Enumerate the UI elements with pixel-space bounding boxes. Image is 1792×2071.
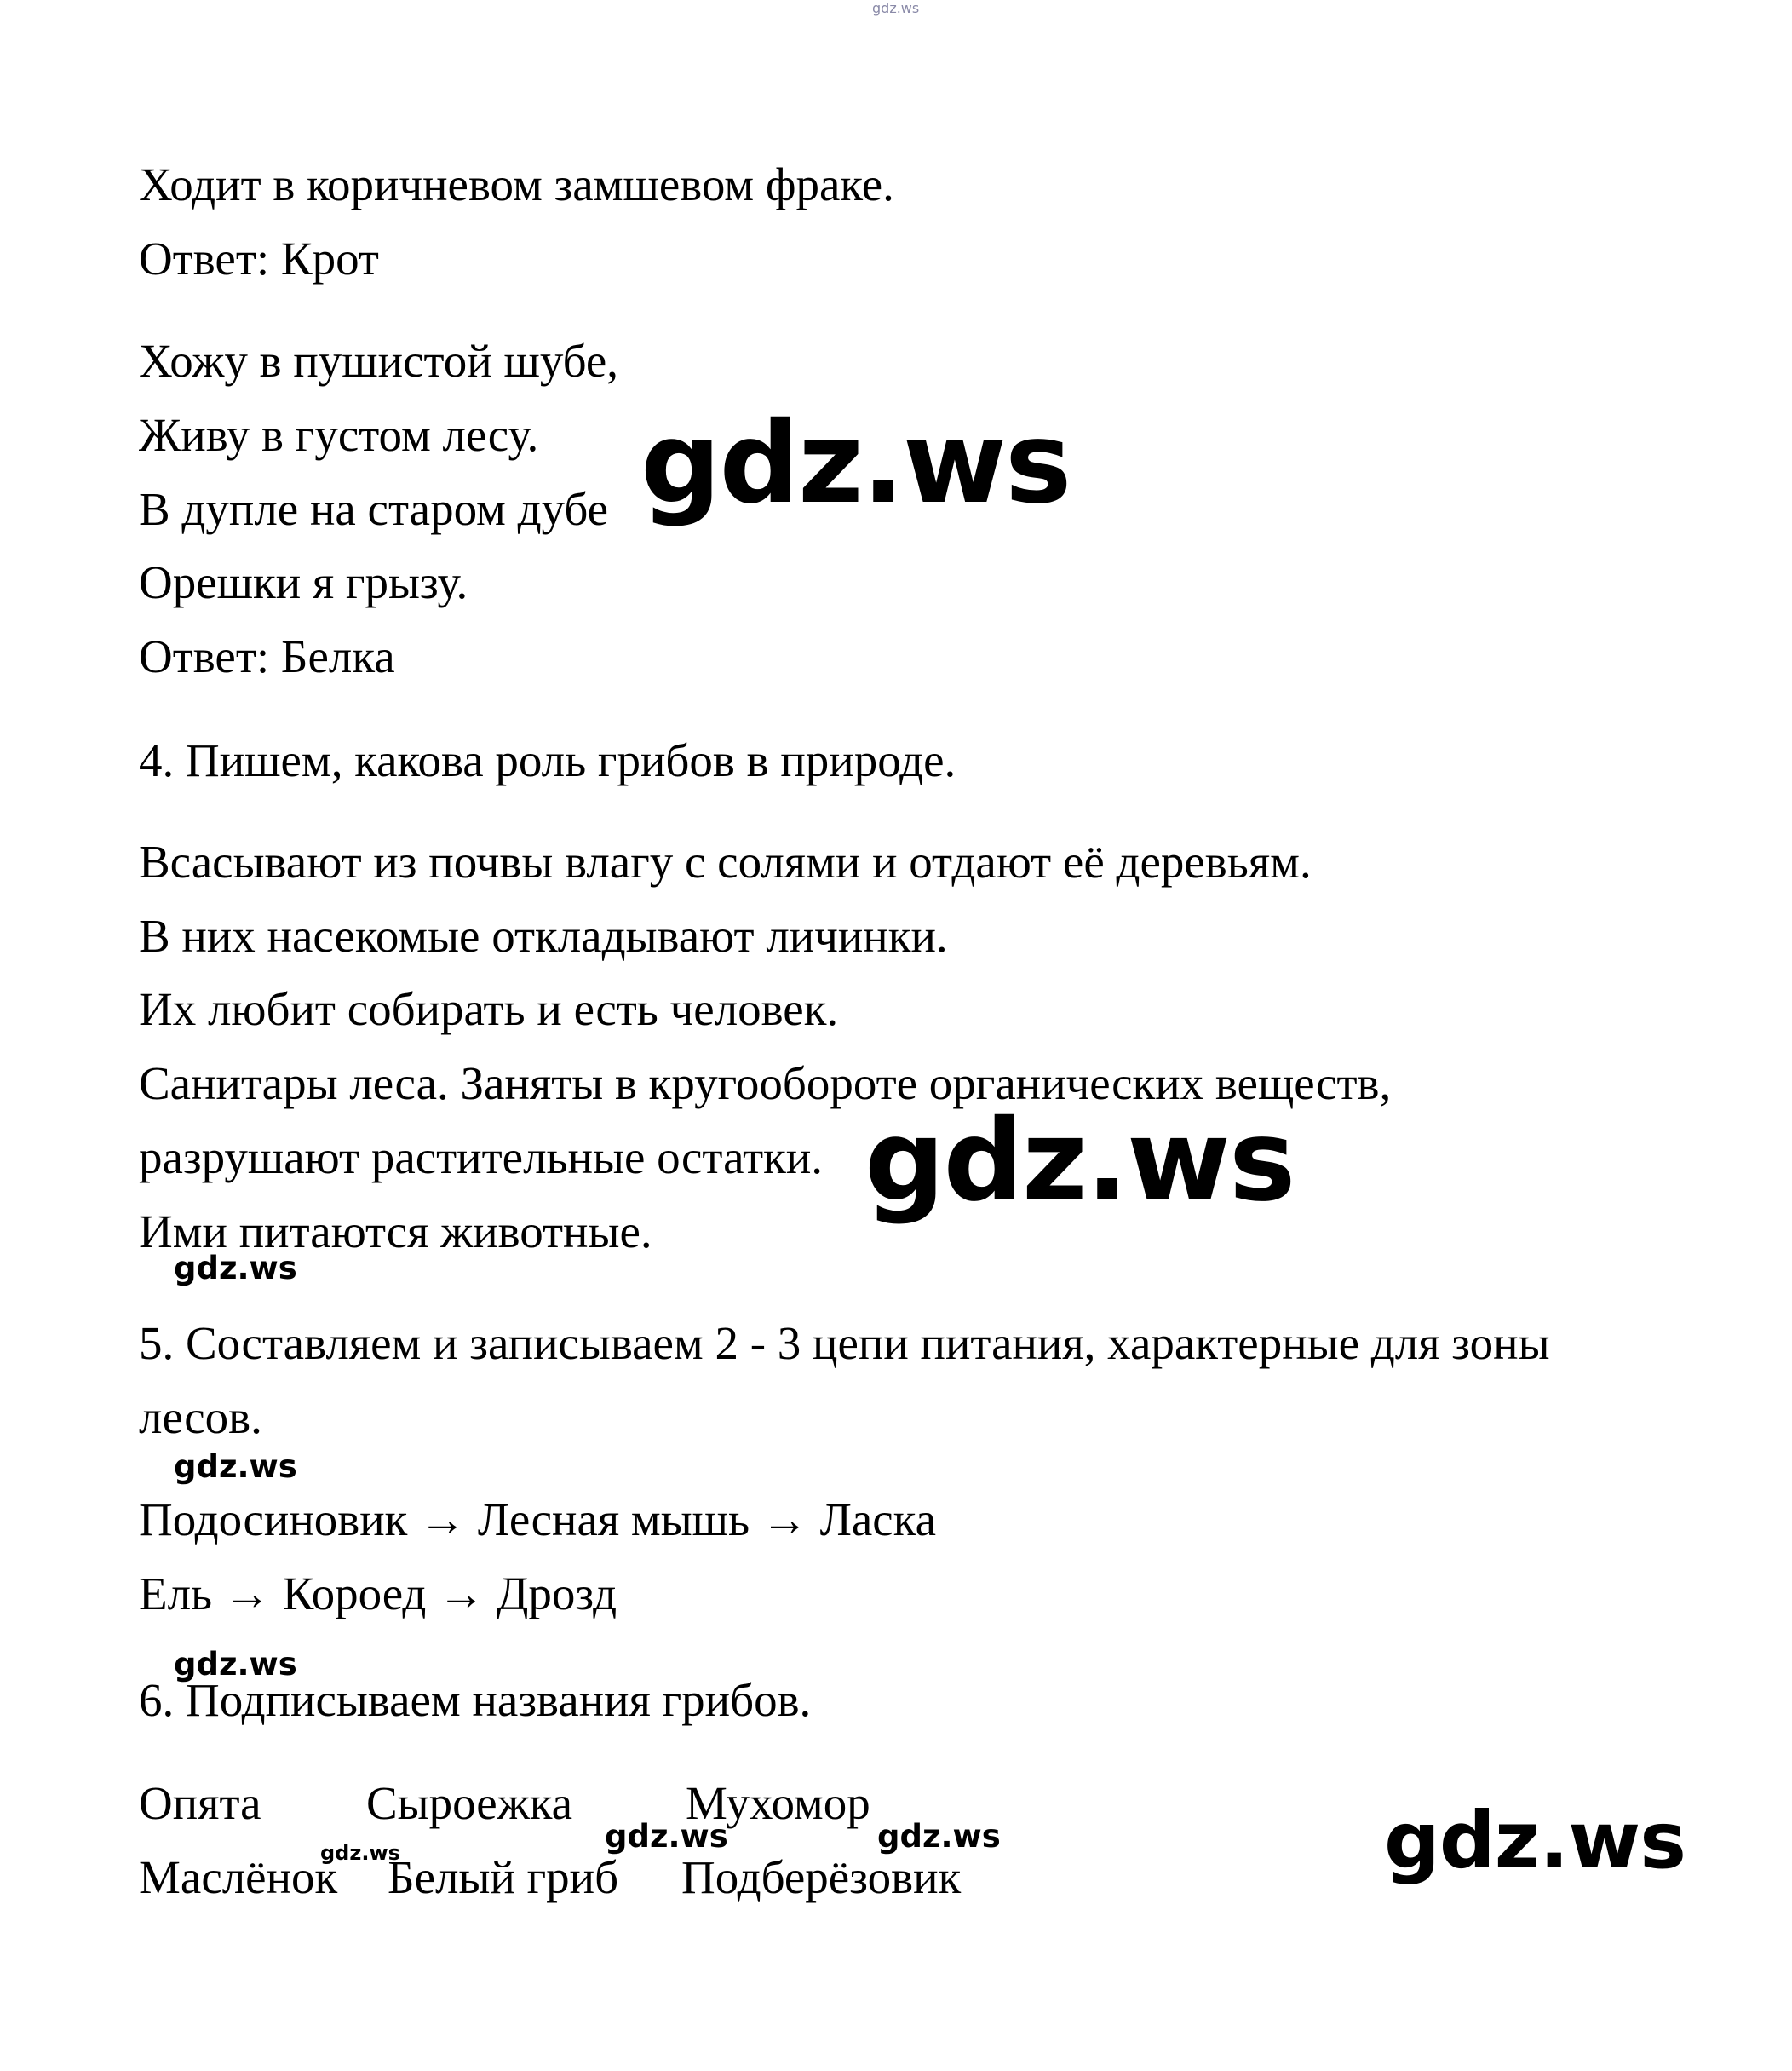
- riddle-mole-answer: Ответ: Крот: [139, 233, 379, 285]
- mushroom-mukhomor: Мухомор: [686, 1777, 870, 1829]
- food-chain-2: Ель → Короед → Дрозд: [139, 1568, 617, 1619]
- task4-line-5: разрушают растительные остатки.: [139, 1131, 824, 1183]
- task4-line-4: Санитары леса. Заняты в кругообороте органических веществ,: [139, 1057, 1392, 1109]
- watermark-large-3: gdz.ws: [1384, 1795, 1686, 1886]
- watermark-small-6: gdz.ws: [320, 1841, 400, 1865]
- task4-line-6: Ими питаются животные.: [139, 1205, 652, 1257]
- riddle-squirrel-line-2: Живу в густом лесу.: [139, 409, 539, 461]
- watermark-small-3: gdz.ws: [174, 1646, 297, 1683]
- riddle-squirrel-answer: Ответ: Белка: [139, 630, 395, 682]
- task5-title-line-1: 5. Составляем и записываем 2 - 3 цепи питания, характерные для зоны: [139, 1317, 1550, 1369]
- task6-title: 6. Подписываем названия грибов.: [139, 1674, 812, 1726]
- task4-title: 4. Пишем, какова роль грибов в природе.: [139, 734, 956, 786]
- riddle-squirrel-line-1: Хожу в пушистой шубе,: [139, 335, 619, 387]
- task4-line-1: Всасывают из почвы влагу с солями и отдают её деревьям.: [139, 836, 1312, 888]
- watermark-large-2: gdz.ws: [864, 1096, 1295, 1227]
- task5-title-line-2: лесов.: [139, 1391, 262, 1443]
- watermark-top: gdz.ws: [872, 0, 920, 16]
- mushroom-bely-grib: Белый гриб: [388, 1851, 619, 1903]
- riddle-squirrel-line-4: Орешки я грызу.: [139, 556, 468, 608]
- riddle-mole-text: Ходит в коричневом замшевом фраке.: [139, 158, 894, 210]
- watermark-small-5: gdz.ws: [877, 1818, 1001, 1855]
- watermark-small-1: gdz.ws: [174, 1250, 297, 1286]
- watermark-large-1: gdz.ws: [640, 398, 1071, 529]
- mushroom-maslyonok: Маслёнок: [139, 1851, 338, 1903]
- mushroom-opyata: Опята: [139, 1777, 261, 1829]
- mushroom-syroezhka: Сыроежка: [366, 1777, 573, 1829]
- riddle-squirrel-line-3: В дупле на старом дубе: [139, 483, 609, 535]
- watermark-small-2: gdz.ws: [174, 1448, 297, 1485]
- mushroom-podberyozovik: Подберёзовик: [681, 1851, 962, 1903]
- task4-line-2: В них насекомые откладывают личинки.: [139, 910, 948, 962]
- food-chain-1: Подосиновик → Лесная мышь → Ласка: [139, 1493, 937, 1545]
- task4-line-3: Их любит собирать и есть человек.: [139, 983, 839, 1035]
- watermark-small-4: gdz.ws: [605, 1818, 728, 1855]
